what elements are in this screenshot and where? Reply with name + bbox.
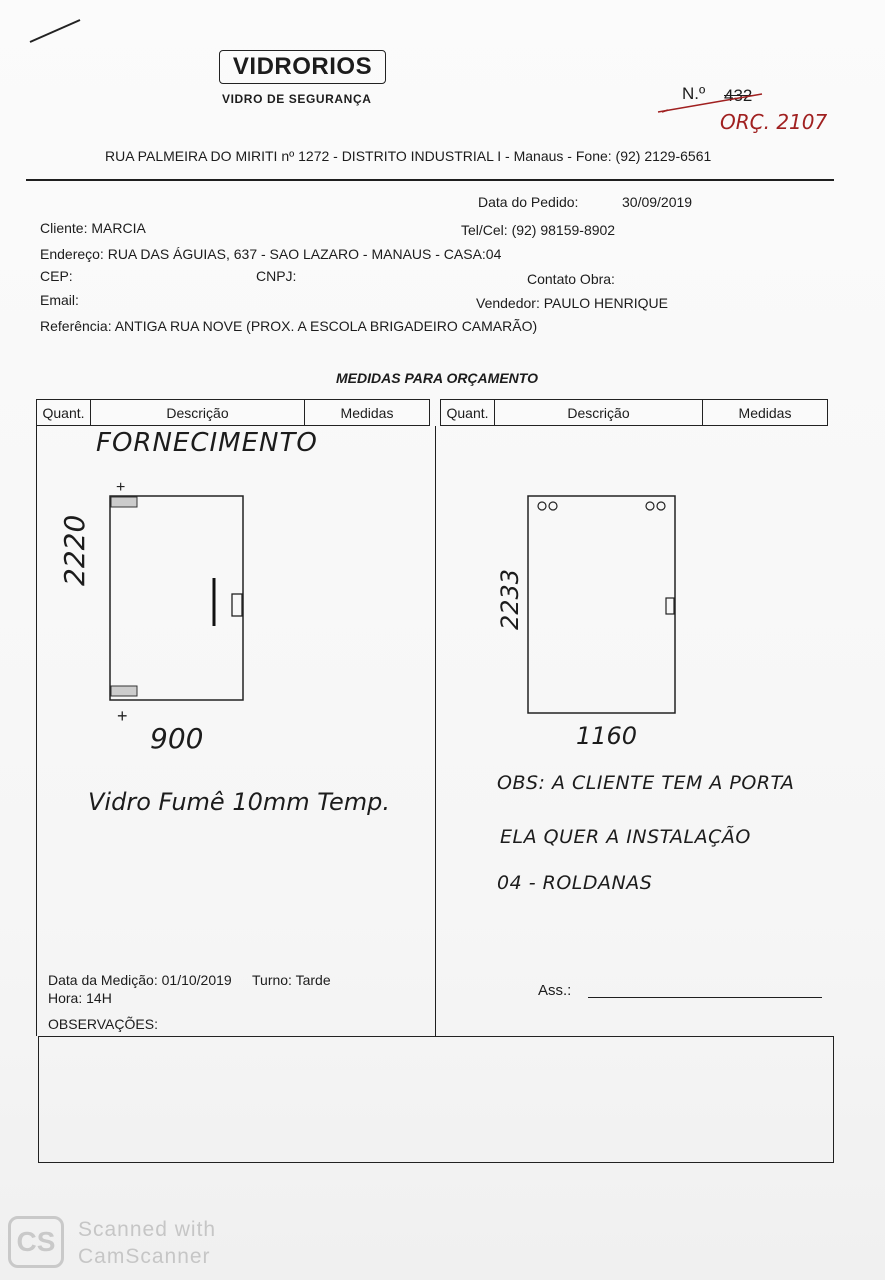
address-field: Endereço: RUA DAS ÁGUIAS, 637 - SAO LAZARO - MANAUS - CASA:04 <box>40 246 502 262</box>
obs-line-1: OBS: A CLIENTE TEM A PORTA <box>497 772 795 794</box>
camscanner-logo: CS <box>8 1216 64 1268</box>
company-address: RUA PALMEIRA DO MIRITI nº 1272 - DISTRITO INDUSTRIAL I - Manaus - Fone: (92) 2129-6561 <box>105 148 712 164</box>
number-value: 432 <box>724 86 753 105</box>
left-border <box>36 426 37 1036</box>
watermark-line-2: CamScanner <box>78 1245 211 1268</box>
svg-text:+: + <box>116 479 126 496</box>
observations-label: OBSERVAÇÕES: <box>48 1016 158 1032</box>
left-table-header <box>36 399 430 426</box>
cep-field: CEP: <box>40 268 73 284</box>
left-door-sketch <box>104 478 254 724</box>
svg-text:+: + <box>117 706 128 724</box>
right-width-label: 1160 <box>576 722 638 750</box>
right-col-qty: Quant. <box>441 400 495 425</box>
right-door-sketch <box>522 490 682 720</box>
left-width-label: 900 <box>150 722 204 755</box>
order-date-value: 30/09/2019 <box>622 194 693 210</box>
obs-line-2: ELA QUER A INSTALAÇÃO <box>500 826 751 848</box>
email-field: Email: <box>40 292 79 308</box>
left-height-label: 2220 <box>58 514 91 586</box>
measurement-time: Hora: 14H <box>48 990 112 1006</box>
number-label: N.º <box>682 84 706 103</box>
client-field: Cliente: MARCIA <box>40 220 146 236</box>
obs-line-3: 04 - ROLDANAS <box>497 872 653 894</box>
phone-field: Tel/Cel: (92) 98159-8902 <box>461 222 616 238</box>
company-logo: VIDRORIOS <box>219 50 386 84</box>
left-col-meas: Medidas <box>340 404 394 421</box>
measures-title: MEDIDAS PARA ORÇAMENTO <box>336 370 538 386</box>
left-col-desc: Descrição <box>91 400 305 425</box>
right-height-label: 2233 <box>496 568 524 630</box>
seller-field: Vendedor: PAULO HENRIQUE <box>476 295 668 311</box>
right-col-desc: Descrição <box>495 400 703 425</box>
watermark-line-1: Scanned with <box>78 1218 217 1241</box>
company-tagline: VIDRO DE SEGURANÇA <box>222 92 372 106</box>
pen-mark <box>28 16 84 46</box>
observations-box <box>38 1036 834 1163</box>
center-divider <box>435 426 436 1036</box>
supply-heading: FORNECIMENTO <box>96 428 318 458</box>
signature-label: Ass.: <box>538 982 572 999</box>
contact-field: Contato Obra: <box>527 271 615 287</box>
glass-note: Vidro Fumê 10mm Temp. <box>88 788 390 816</box>
right-table-header <box>440 399 828 426</box>
order-date-label: Data do Pedido: <box>478 194 579 210</box>
signature-line <box>588 997 822 998</box>
left-col-qty: Quant. <box>37 400 91 425</box>
right-col-meas: Medidas <box>738 404 792 421</box>
header-divider <box>26 179 834 181</box>
measurement-shift: Turno: Tarde <box>252 972 331 988</box>
measurement-date: Data da Medição: 01/10/2019 <box>48 972 232 988</box>
handwritten-quote-number: ORÇ. 2107 <box>720 110 828 134</box>
reference-field: Referência: ANTIGA RUA NOVE (PROX. A ESCOLA BRIGADEIRO CAMARÃO) <box>40 318 538 334</box>
cnpj-field: CNPJ: <box>256 268 297 284</box>
